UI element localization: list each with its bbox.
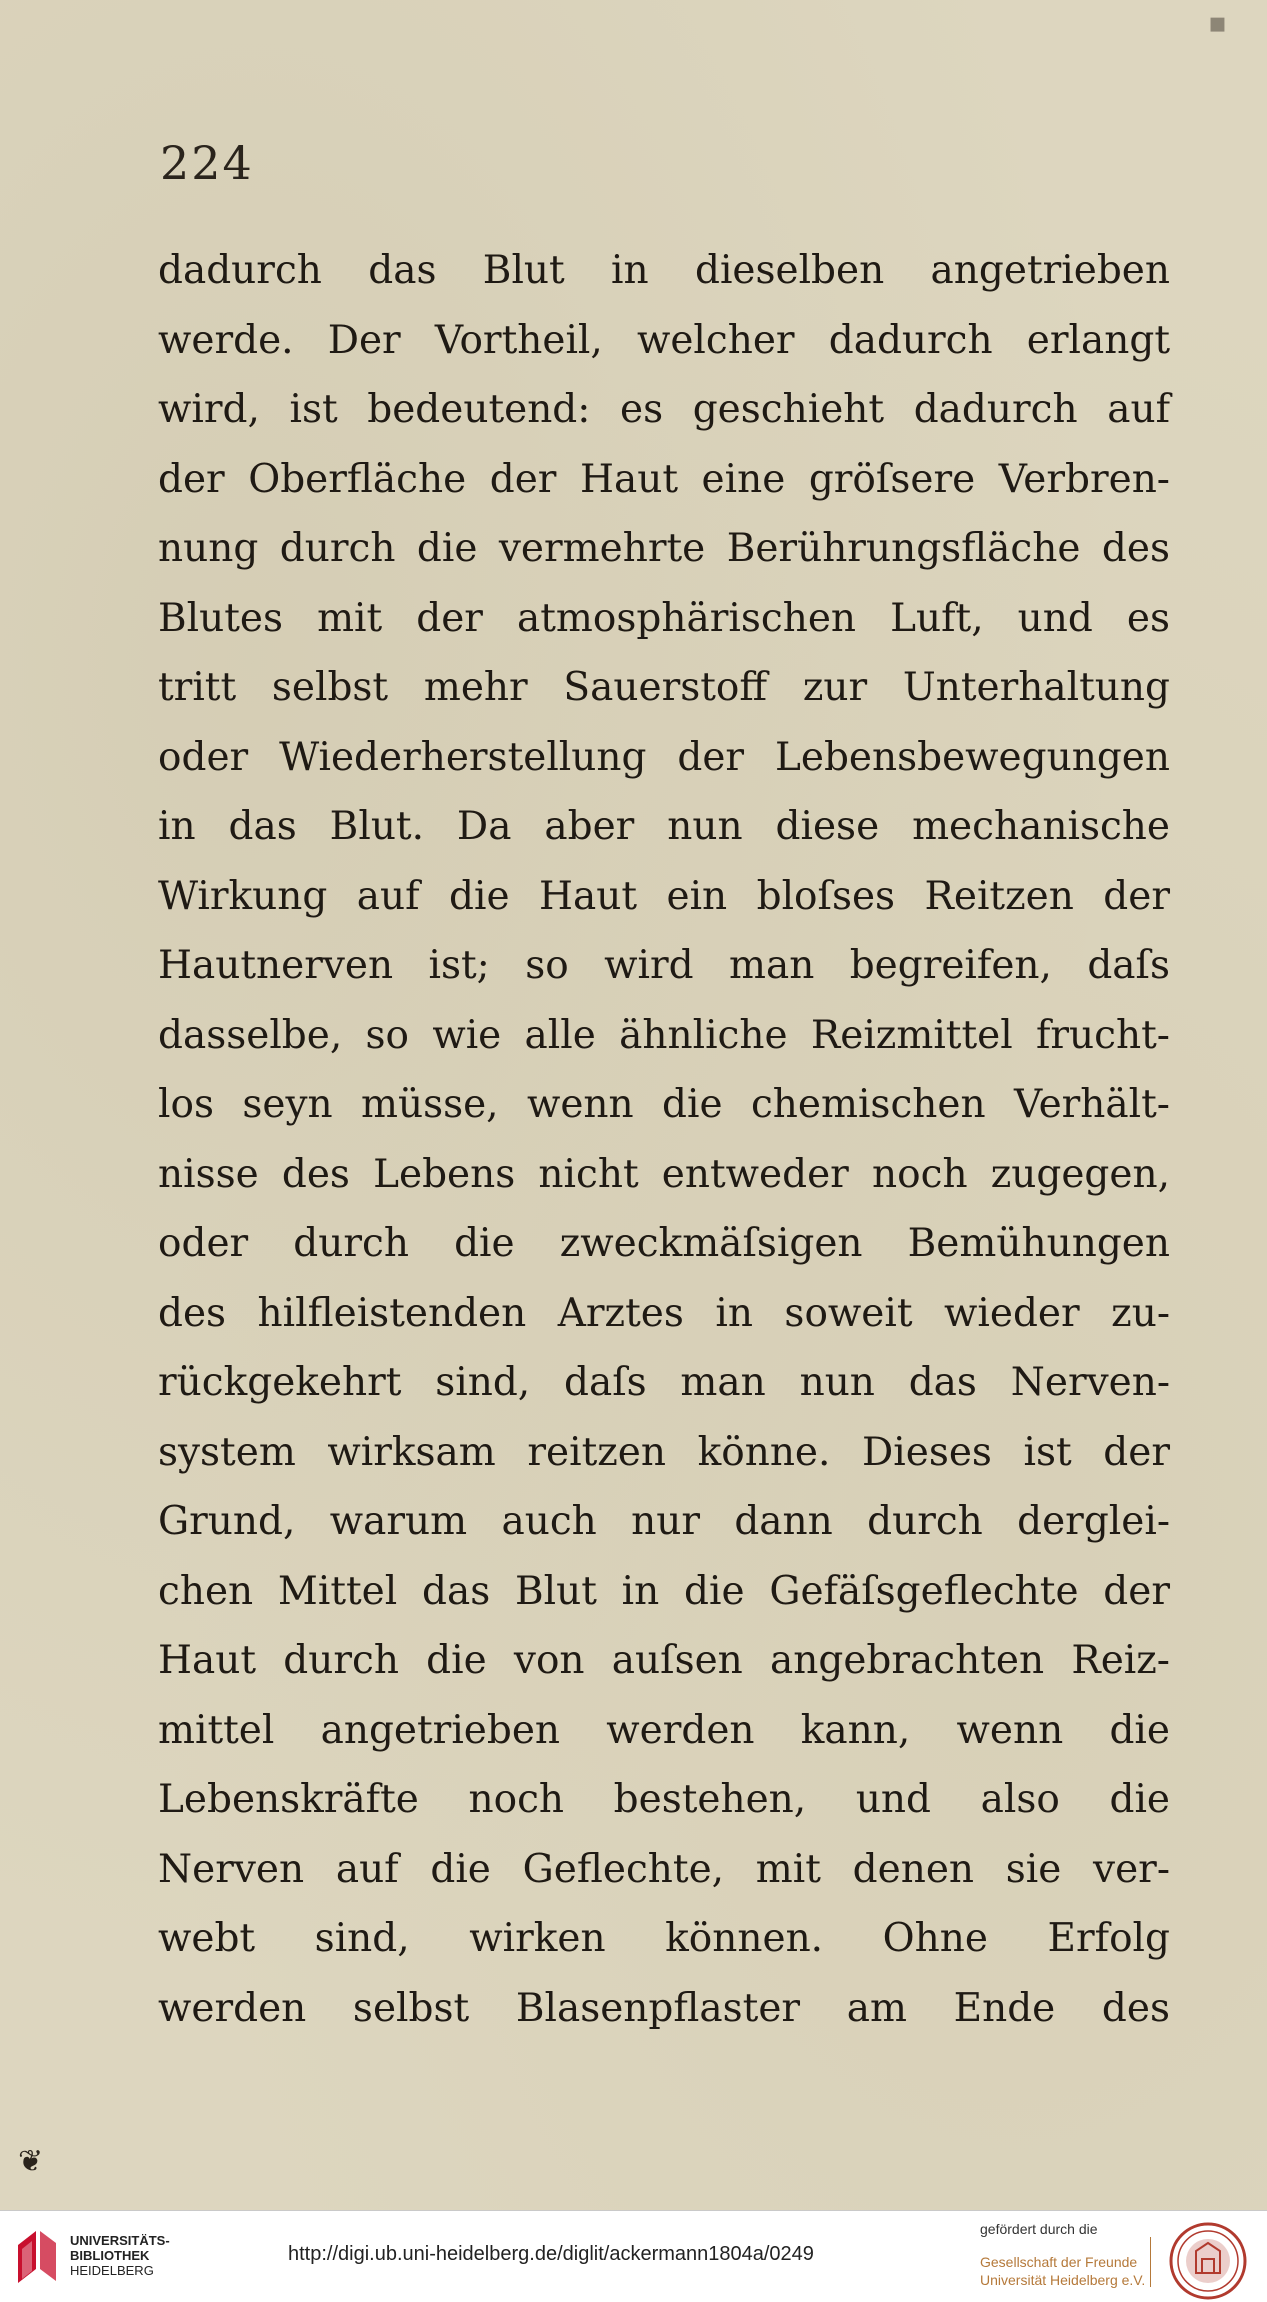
text-line: rückgekehrt sind, daſs man nun das Nerven- xyxy=(158,1360,1170,1405)
text-line: oder Wiederherstellung der Lebensbewegungen xyxy=(158,734,1170,780)
text-line: Lebenskräfte noch bestehen, und also die xyxy=(158,1777,1170,1822)
text-line: mittel angetrieben werden kann, wenn die xyxy=(158,1707,1170,1753)
text-line: der Oberfläche der Haut eine gröſsere Verbren- xyxy=(158,456,1170,502)
text-line: in das Blut. Da aber nun diese mechanische xyxy=(158,804,1170,849)
library-name xyxy=(70,2233,170,2278)
page-number: 224 xyxy=(160,136,254,190)
text-line: wird, ist bedeutend: es geschieht dadurch auf xyxy=(158,387,1170,432)
text-line: Hautnerven ist; so wird man begreifen, daſs xyxy=(158,943,1170,988)
footer-bar xyxy=(0,2210,1267,2302)
library-name-line: HEIDELBERG xyxy=(70,2263,154,2278)
text-line: des hilfleistenden Arztes in soweit wieder zu- xyxy=(158,1290,1170,1336)
sponsor-divider xyxy=(1150,2237,1151,2287)
text-line: Wirkung auf die Haut ein bloſses Reitzen der xyxy=(158,873,1170,919)
text-line: tritt selbst mehr Sauerstoff zur Unterhaltung xyxy=(158,665,1170,710)
sponsor-intro: gefördert durch die xyxy=(980,2221,1098,2237)
text-line: Blutes mit der atmosphärischen Luft, und es xyxy=(158,595,1170,641)
scan-corner-mark: ▪ xyxy=(1208,6,1227,39)
sponsor-name-line: Universität Heidelberg e.V. xyxy=(980,2272,1146,2288)
text-line: system wirksam reitzen könne. Dieses ist der xyxy=(158,1429,1170,1475)
text-line: werden selbst Blasenpflaster am Ende des xyxy=(158,1985,1170,2031)
text-line: los seyn müsse, wenn die chemischen Verhält- xyxy=(158,1082,1170,1127)
permalink-url[interactable]: http://digi.ub.uni-heidelberg.de/diglit/ackermann1804a/0249 xyxy=(288,2243,814,2265)
text-line: dadurch das Blut in dieselben angetrieben xyxy=(158,248,1170,293)
text-line: webt sind, wirken können. Ohne Erfolg xyxy=(158,1916,1170,1961)
sponsor-name-line: Gesellschaft der Freunde xyxy=(980,2254,1138,2270)
ink-mark-icon: ❦ xyxy=(18,2144,44,2179)
text-line: Nerven auf die Geflechte, mit denen sie ver- xyxy=(158,1846,1170,1892)
text-line: Haut durch die von auſsen angebrachten Reiz- xyxy=(158,1638,1170,1683)
university-library-logo-icon xyxy=(14,2225,60,2287)
body-text xyxy=(158,236,1170,2043)
sponsor-block xyxy=(960,2221,1160,2289)
text-line: oder durch die zweckmäſsigen Bemühungen xyxy=(158,1221,1170,1266)
text-line: nung durch die vermehrte Berührungsfläche des xyxy=(158,526,1170,571)
text-line: chen Mittel das Blut in die Gefäſsgeflechte der xyxy=(158,1568,1170,1614)
university-seal-icon xyxy=(1168,2221,1248,2301)
text-line: Grund, warum auch nur dann durch derglei- xyxy=(158,1499,1170,1544)
text-line: dasselbe, so wie alle ähnliche Reizmittel frucht- xyxy=(158,1012,1170,1058)
text-line: nisse des Lebens nicht entweder noch zugegen, xyxy=(158,1151,1170,1197)
library-name-line: UNIVERSITÄTS- xyxy=(70,2233,170,2248)
text-line: werde. Der Vortheil, welcher dadurch erlangt xyxy=(158,317,1170,363)
library-name-line: BIBLIOTHEK xyxy=(70,2248,150,2263)
